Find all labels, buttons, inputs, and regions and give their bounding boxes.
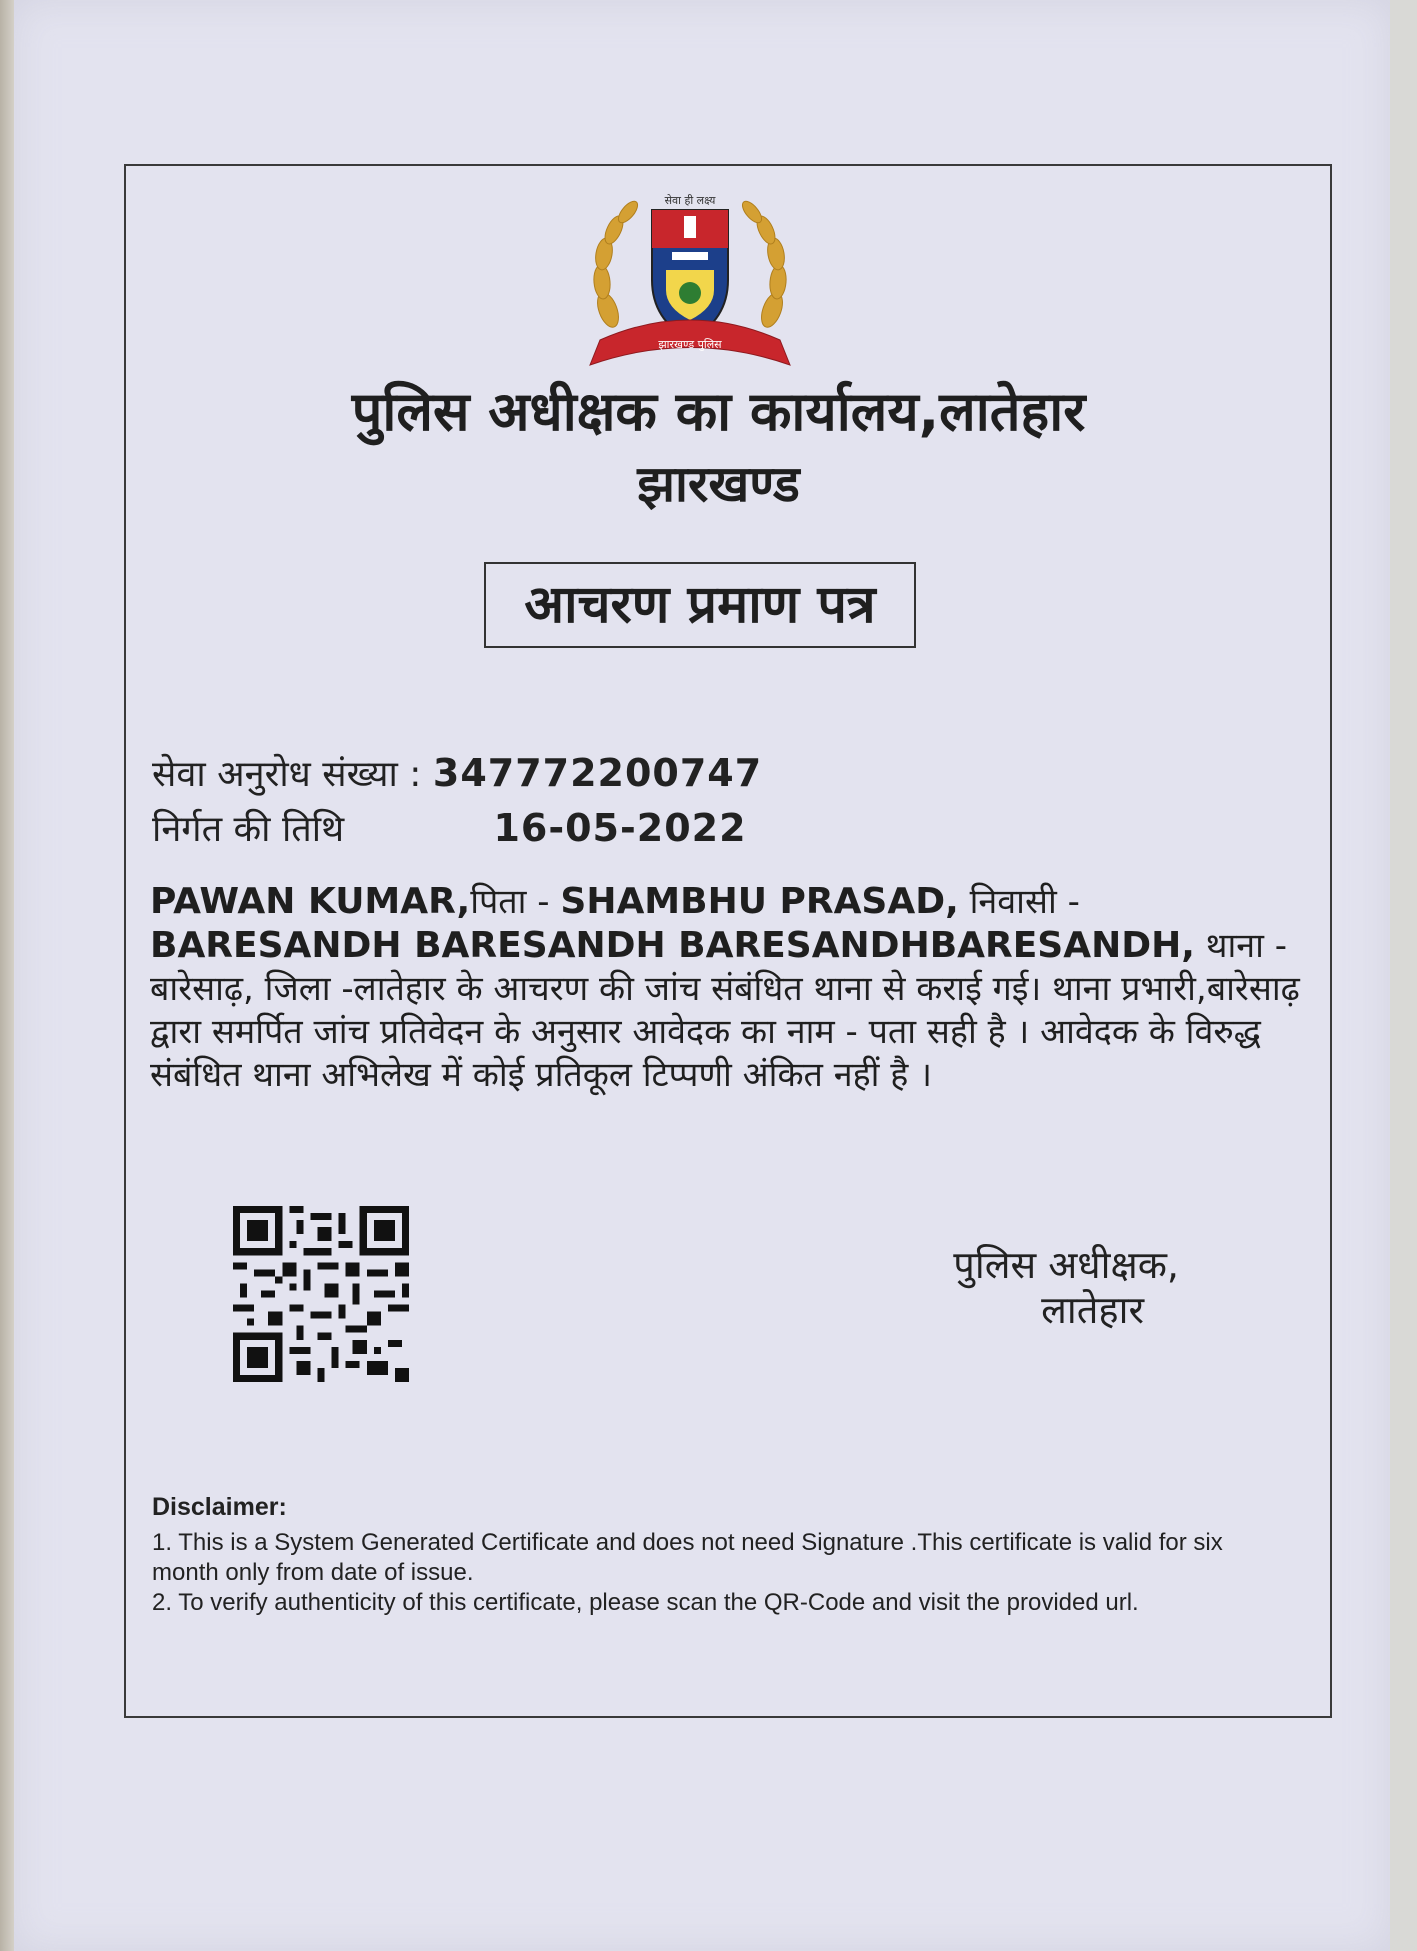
disclaimer-line-2: 2. To verify authenticity of this certificate, please scan the QR-Code and visit the provided url. (152, 1589, 1139, 1616)
request-number-label: सेवा अनुरोध संख्या : (152, 754, 422, 795)
applicant-address: BARESANDH BARESANDH BARESANDHBARESANDH, (150, 925, 1195, 966)
signatory-title: पुलिस अधीक्षक, (953, 1243, 1179, 1287)
office-title: पुलिस अधीक्षक का कार्यालय,लातेहार (351, 380, 1086, 443)
state-title: झारखण्ड (637, 455, 800, 513)
signatory-location: लातेहार (1041, 1288, 1144, 1332)
request-number-row (152, 748, 762, 797)
scan-edge (0, 0, 14, 1951)
body-text-rest: थाना - बारेसाढ़, जिला -लातेहार के आचरण की जांच संबंधित थाना से कराई गई। थाना प्रभारी,बारेसाढ़ द्वारा समर्पित जांच प्रतिवेदन के अनुसार आवेदक का नाम - पता सही है । आवेदक के विरुद्ध संबंधित थाना अभिलेख में कोई प्रतिकूल टिप्पणी अंकित नहीं है । (150, 926, 1300, 1095)
applicant-name: PAWAN KUMAR, (150, 881, 471, 922)
father-name: SHAMBHU PRASAD, (560, 881, 959, 922)
certificate-title: आचरण प्रमाण पत्र (484, 562, 916, 648)
father-label: पिता - (470, 882, 561, 922)
request-number-value: 347772200747 (432, 751, 763, 795)
qr-code-icon[interactable] (233, 1206, 409, 1382)
police-emblem-icon (580, 190, 800, 390)
disclaimer-line-1: 1. This is a System Generated Certificate and does not need Signature .This certificate is valid for six month only from date of issue. (152, 1529, 1223, 1586)
certificate-body (150, 880, 1300, 1097)
emblem-ribbon-text: झारखण्ड पुलिस (658, 338, 722, 351)
disclaimer-section (152, 1492, 1272, 1618)
issue-date-value: 16-05-2022 (493, 806, 747, 850)
issue-date-label: निर्गत की तिथि (152, 809, 345, 850)
issue-date-row (152, 803, 747, 852)
resident-label: निवासी - (958, 882, 1080, 922)
disclaimer-heading: Disclaimer: (152, 1493, 287, 1521)
emblem-motto-text: सेवा ही लक्ष्य (664, 194, 716, 207)
